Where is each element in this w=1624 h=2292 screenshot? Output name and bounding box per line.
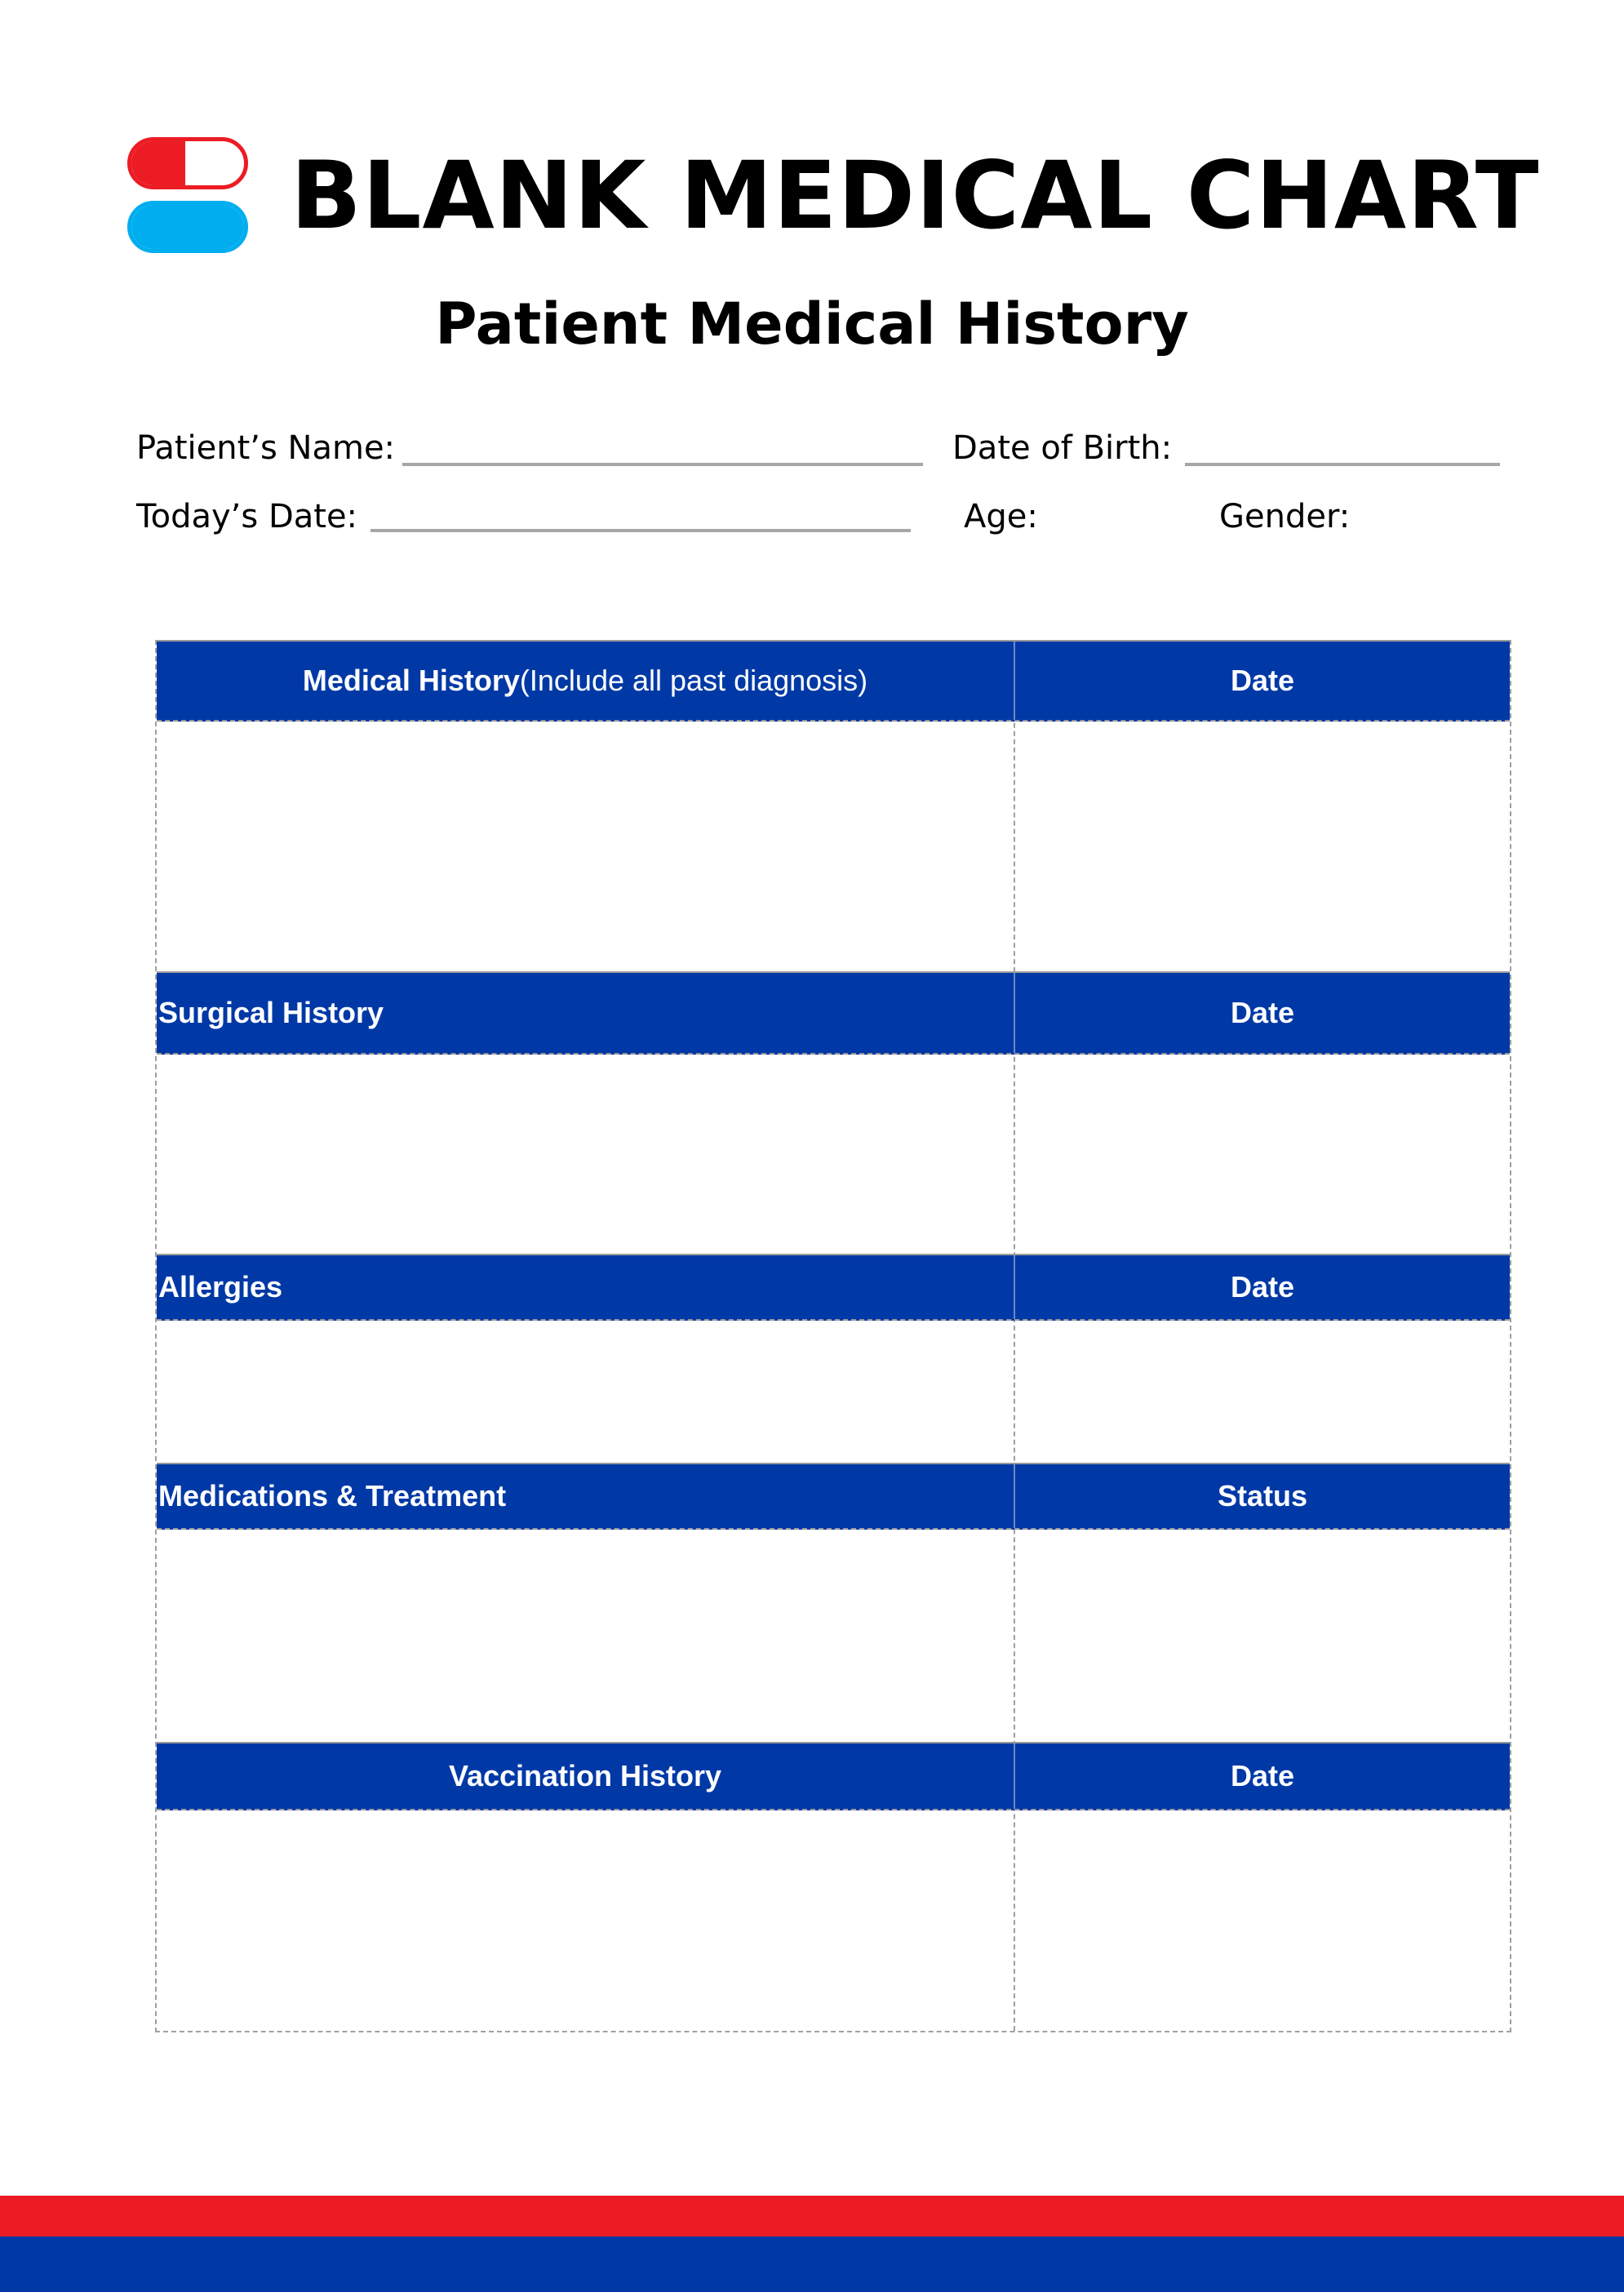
footer-blue-bar — [0, 2236, 1624, 2292]
patient-name-label: Patient’s Name: — [136, 429, 396, 467]
section-date-column-label: Date — [1014, 642, 1510, 720]
capsule-pill-icon — [127, 137, 248, 255]
section-status-column-label: Status — [1014, 1464, 1510, 1528]
footer-red-bar — [0, 2196, 1624, 2236]
date-of-birth-field[interactable] — [1185, 463, 1500, 466]
page-subtitle: Patient Medical History — [435, 291, 1189, 358]
date-of-birth-label: Date of Birth: — [952, 429, 1173, 467]
surgical-history-header — [157, 971, 1510, 1055]
capsule-bottom-shape — [127, 201, 248, 253]
section-title: Allergies — [158, 1270, 283, 1304]
vaccination-history-entry-area[interactable] — [157, 1810, 1510, 2031]
section-date-column-label: Date — [1014, 1743, 1510, 1809]
medical-history-table — [155, 640, 1511, 2032]
medications-treatment-header — [157, 1463, 1510, 1530]
medical-history-header — [157, 640, 1510, 722]
age-label: Age: — [964, 498, 1038, 535]
capsule-top-shape — [127, 137, 248, 189]
page-title: BLANK MEDICAL CHART — [291, 141, 1540, 250]
section-title: Medications & Treatment — [158, 1479, 507, 1512]
medical-history-entry-area[interactable] — [157, 722, 1510, 971]
section-title: Surgical History — [158, 996, 384, 1029]
patient-name-field[interactable] — [402, 463, 923, 466]
allergies-entry-area[interactable] — [157, 1321, 1510, 1463]
gender-label: Gender: — [1219, 498, 1351, 535]
todays-date-label: Today’s Date: — [136, 498, 358, 535]
section-date-column-label: Date — [1014, 973, 1510, 1053]
section-title: Medical History (Include all past diagnosis) — [302, 664, 868, 697]
surgical-history-entry-area[interactable] — [157, 1055, 1510, 1254]
section-date-column-label: Date — [1014, 1255, 1510, 1319]
todays-date-field[interactable] — [371, 529, 911, 532]
vaccination-history-header — [157, 1742, 1510, 1810]
allergies-header — [157, 1254, 1510, 1321]
medications-treatment-entry-area[interactable] — [157, 1530, 1510, 1742]
section-title: Vaccination History — [448, 1759, 722, 1792]
